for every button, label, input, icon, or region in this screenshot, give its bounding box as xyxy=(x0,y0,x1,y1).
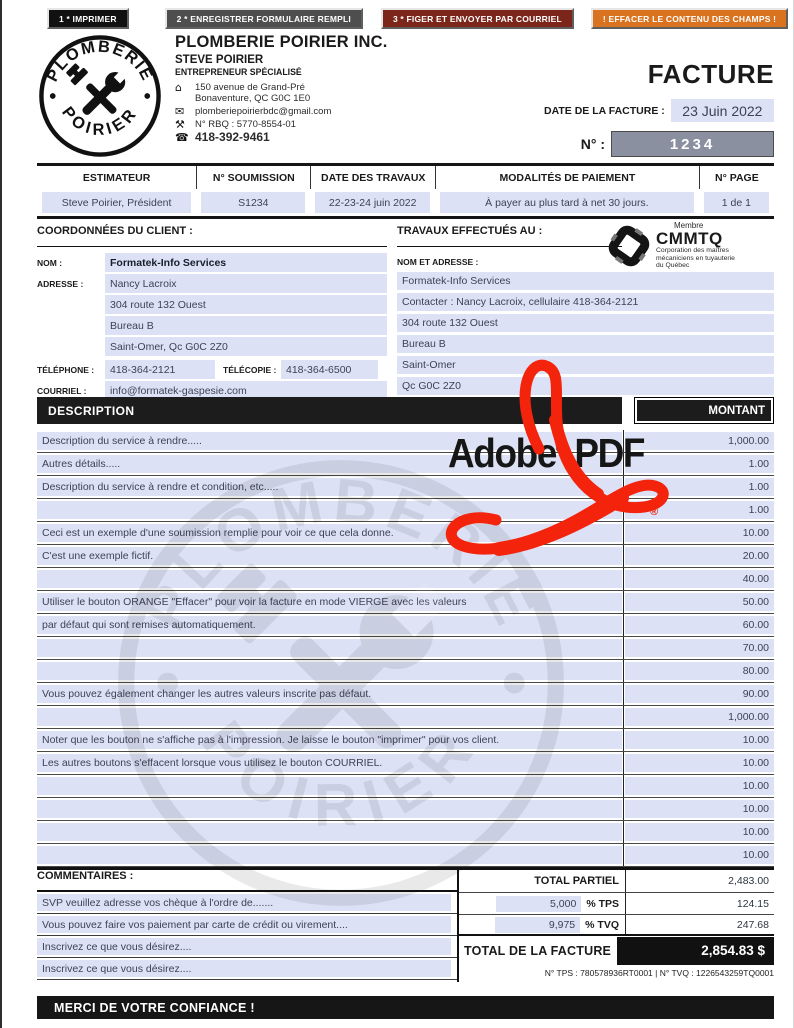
table-row xyxy=(37,453,774,476)
toolbar-button[interactable]: ! EFFACER LE CONTENU DES CHAMPS ! xyxy=(591,8,788,29)
house-icon: ⌂ xyxy=(175,81,182,94)
amount-cell[interactable]: 10.00 xyxy=(625,777,774,795)
cmmtq-desc-line: mécaniciens en tuyauterie xyxy=(656,254,735,262)
worksite-field[interactable]: Bureau B xyxy=(397,335,774,353)
client-address-field[interactable]: Nancy Lacroix xyxy=(105,274,387,293)
grand-total-label: TOTAL DE LA FACTURE xyxy=(464,943,612,958)
description-cell[interactable] xyxy=(37,570,622,588)
toolbar xyxy=(37,8,777,29)
invoice-number-field[interactable]: 1234 xyxy=(611,131,774,157)
toolbar-button[interactable]: 2 * ENREGISTRER FORMULAIRE REMPLI xyxy=(165,8,363,29)
worksite-field[interactable]: Formatek-Info Services xyxy=(397,272,774,290)
subtotal-value: 2,483.00 xyxy=(728,875,769,888)
amount-header-label: MONTANT xyxy=(634,397,774,424)
grand-total-value: 2,854.83 $ xyxy=(617,937,774,965)
invoice-date-field[interactable]: 23 Juin 2022 xyxy=(671,99,774,122)
info-column xyxy=(37,166,196,216)
description-cell[interactable]: Les autres boutons s'effacent lorsque vous utilisez le bouton COURRIEL. xyxy=(37,754,622,772)
description-header xyxy=(37,397,774,424)
thanks-banner: MERCI DE VOTRE CONFIANCE ! xyxy=(37,996,774,1019)
table-row xyxy=(37,683,774,706)
info-table xyxy=(37,166,774,219)
info-column-field[interactable]: À payer au plus tard à net 30 jours. xyxy=(440,192,694,213)
amount-cell[interactable]: 1,000.00 xyxy=(625,708,774,726)
comment-field[interactable]: Vous pouvez faire vos paiement par carte de crédit ou virement.... xyxy=(37,916,451,933)
invoice-number-label: N° : xyxy=(580,136,605,152)
comments-section xyxy=(37,870,457,982)
info-column xyxy=(310,166,435,216)
invoice-header xyxy=(544,33,774,163)
client-name-label: NOM : xyxy=(37,257,63,268)
amount-cell[interactable]: 50.00 xyxy=(625,593,774,611)
table-row xyxy=(37,476,774,499)
worksite-field[interactable]: Saint-Omer xyxy=(397,356,774,374)
amount-cell[interactable]: 1.00 xyxy=(625,455,774,473)
phone-icon: ☎ xyxy=(175,131,189,144)
description-cell[interactable]: Noter que les bouton ne s'affiche pas à l'impression. Je laisse le bouton "imprimer" pour vos client. xyxy=(37,731,622,749)
subtotal-label: TOTAL PARTIEL xyxy=(534,875,619,888)
info-column-header: MODALITÉS DE PAIEMENT xyxy=(435,166,699,189)
tps-rate-field[interactable]: 5,000 xyxy=(496,896,581,912)
amount-cell[interactable]: 10.00 xyxy=(625,846,774,864)
info-column xyxy=(435,166,699,216)
info-column-header: DATE DES TRAVAUX xyxy=(310,166,435,189)
info-column-field[interactable]: S1234 xyxy=(201,192,305,213)
amount-cell[interactable]: 10.00 xyxy=(625,800,774,818)
totals-section xyxy=(457,870,774,982)
amount-cell[interactable]: 70.00 xyxy=(625,639,774,657)
comments-label: COMMENTAIRES : xyxy=(37,870,457,892)
info-column xyxy=(196,166,310,216)
client-section-title: COORDONNÉES DU CLIENT : xyxy=(37,225,387,247)
table-row xyxy=(37,614,774,637)
client-address-label: ADRESSE : xyxy=(37,279,84,289)
client-address-field[interactable]: 304 route 132 Ouest xyxy=(105,295,387,314)
invoice-title: FACTURE xyxy=(647,59,774,89)
client-address-field[interactable]: Saint-Omer, Qc G0C 2Z0 xyxy=(105,337,387,356)
tps-label: % TPS xyxy=(586,897,619,910)
description-cell[interactable]: Utiliser le bouton ORANGE "Effacer" pour voir la facture en mode VIERGE avec les valeurs xyxy=(37,593,622,611)
client-fax-label: TÉLÉCOPIE : xyxy=(223,364,277,375)
info-column-field[interactable]: Steve Poirier, Président xyxy=(42,192,191,213)
description-cell[interactable]: Description du service à rendre et condition, etc..... xyxy=(37,478,622,496)
company-email: plomberiepoirierbdc@gmail.com xyxy=(195,106,332,117)
client-phone-label: TÉLÉPHONE : xyxy=(37,364,95,375)
info-column xyxy=(699,166,774,216)
description-cell[interactable]: Autres détails..... xyxy=(37,455,622,473)
table-row xyxy=(37,844,774,867)
amount-cell[interactable]: 10.00 xyxy=(625,524,774,542)
table-row xyxy=(37,729,774,752)
client-phone-field[interactable]: 418-364-2121 xyxy=(105,360,215,379)
comment-field[interactable]: Inscrivez ce que vous désirez.... xyxy=(37,960,451,977)
company-name: PLOMBERIE POIRIER INC. xyxy=(175,33,388,51)
table-row xyxy=(37,637,774,660)
description-header-label: DESCRIPTION xyxy=(37,397,622,424)
table-row xyxy=(37,545,774,568)
tvq-value: 247.68 xyxy=(736,918,769,931)
company-rbq: N° RBQ : 5770-8554-01 xyxy=(195,119,296,130)
table-row xyxy=(37,821,774,844)
description-cell[interactable]: C'est une exemple fictif. xyxy=(37,547,622,565)
comment-field[interactable]: Inscrivez ce que vous désirez.... xyxy=(37,938,451,955)
amount-cell[interactable]: 1.00 xyxy=(625,478,774,496)
tvq-label: % TVQ xyxy=(585,918,619,931)
table-row xyxy=(37,522,774,545)
cmmtq-logo xyxy=(606,221,774,271)
parties-section xyxy=(37,221,774,397)
tax-numbers: N° TPS : 780578936RT0001 | N° TVQ : 1226543259TQ0001 xyxy=(544,968,774,979)
company-stamp-logo xyxy=(37,33,163,159)
amount-cell[interactable]: 10.00 xyxy=(625,731,774,749)
table-row xyxy=(37,499,774,522)
adobe-registered-mark: ® xyxy=(650,506,659,518)
description-cell[interactable]: Description du service à rendre..... xyxy=(37,432,622,450)
description-cell[interactable]: Ceci est un exemple d'une soumission remplie pour voir ce que cela donne. xyxy=(37,524,622,542)
table-row xyxy=(37,568,774,591)
table-row xyxy=(37,706,774,729)
description-cell[interactable] xyxy=(37,823,622,841)
table-row xyxy=(37,798,774,821)
comment-field[interactable]: SVP veuillez adresse vos chèque à l'ordre de....... xyxy=(37,894,451,911)
info-column-header: N° SOUMISSION xyxy=(196,166,310,189)
description-cell[interactable] xyxy=(37,639,622,657)
description-cell[interactable] xyxy=(37,800,622,818)
cmmtq-name: CMMTQ xyxy=(656,229,723,248)
worksite-field[interactable]: Contacter : Nancy Lacroix, cellulaire 418-364-2121 xyxy=(397,293,774,311)
bottom-section xyxy=(37,870,774,982)
tools-icon: ⚒ xyxy=(175,118,185,131)
toolbar-button[interactable]: 1 * IMPRIMER xyxy=(47,8,129,29)
description-cell[interactable] xyxy=(37,501,622,519)
amount-cell[interactable]: 20.00 xyxy=(625,547,774,565)
client-email-label: COURRIEL : xyxy=(37,385,87,396)
amount-cell[interactable]: 10.00 xyxy=(625,823,774,841)
amount-cell[interactable]: 10.00 xyxy=(625,754,774,772)
client-name-field[interactable]: Formatek-Info Services xyxy=(105,253,387,272)
client-address-field[interactable]: Bureau B xyxy=(105,316,387,335)
table-row xyxy=(37,775,774,798)
amount-cell[interactable]: 80.00 xyxy=(625,662,774,680)
info-column-field[interactable]: 22-23-24 juin 2022 xyxy=(315,192,430,213)
description-cell[interactable]: par défaut qui sont remises automatiquement. xyxy=(37,616,622,634)
info-column-field[interactable]: 1 de 1 xyxy=(704,192,769,213)
info-column-header: N° PAGE xyxy=(699,166,774,189)
info-column-header: ESTIMATEUR xyxy=(82,171,151,184)
company-phone: 418-392-9461 xyxy=(195,130,270,144)
worksite-name-address-label: NOM ET ADRESSE : xyxy=(397,257,479,267)
client-fax-field[interactable]: 418-364-6500 xyxy=(281,360,378,379)
amount-cell[interactable]: 60.00 xyxy=(625,616,774,634)
company-info xyxy=(175,33,544,163)
company-address: 150 avenue de Grand-Pré Bonaventure, QC G0C 1E0 xyxy=(195,82,311,104)
description-cell[interactable] xyxy=(37,662,622,680)
table-row xyxy=(37,430,774,453)
amount-cell[interactable]: 40.00 xyxy=(625,570,774,588)
client-email-field[interactable]: info@formatek-gaspesie.com xyxy=(105,381,387,400)
table-row xyxy=(37,591,774,614)
cmmtq-membre: Membre xyxy=(674,221,704,230)
company-owner: STEVE POIRIER xyxy=(175,54,264,66)
worksite-section-title: TRAVAUX EFFECTUÉS AU : xyxy=(397,225,622,247)
mail-icon: ✉ xyxy=(175,105,185,118)
amount-cell[interactable]: 1.00 xyxy=(625,501,774,519)
description-cell[interactable]: Vous pouvez également changer les autres valeurs inscrite pas défaut. xyxy=(37,685,622,703)
amount-cell[interactable]: 90.00 xyxy=(625,685,774,703)
toolbar-button[interactable]: 3 * FIGER ET ENVOYER PAR COURRIEL xyxy=(381,8,574,29)
worksite-field[interactable]: 304 route 132 Ouest xyxy=(397,314,774,332)
description-cell[interactable] xyxy=(37,777,622,795)
cmmtq-desc-line: du Québec xyxy=(656,262,690,270)
description-cell[interactable] xyxy=(37,708,622,726)
table-row xyxy=(37,660,774,683)
worksite-field[interactable]: Qc G0C 2Z0 xyxy=(397,377,774,395)
worksite-section xyxy=(397,221,774,397)
description-table xyxy=(37,430,774,870)
invoice-date-label: DATE DE LA FACTURE : xyxy=(544,104,665,117)
adobe-pdf-watermark: Adobe® PDF xyxy=(448,430,645,476)
cmmtq-pipe-icon xyxy=(606,221,652,271)
description-cell[interactable] xyxy=(37,846,622,864)
header xyxy=(37,33,774,163)
tvq-rate-field[interactable]: 9,975 xyxy=(495,917,580,933)
company-role: ENTREPRENEUR SPÉCIALISÉ xyxy=(175,67,302,78)
table-row xyxy=(37,752,774,775)
amount-cell[interactable]: 1,000.00 xyxy=(625,432,774,450)
tps-value: 124.15 xyxy=(736,897,769,910)
cmmtq-desc-line: Corporation des maîtres xyxy=(656,247,729,254)
client-section xyxy=(37,225,387,397)
